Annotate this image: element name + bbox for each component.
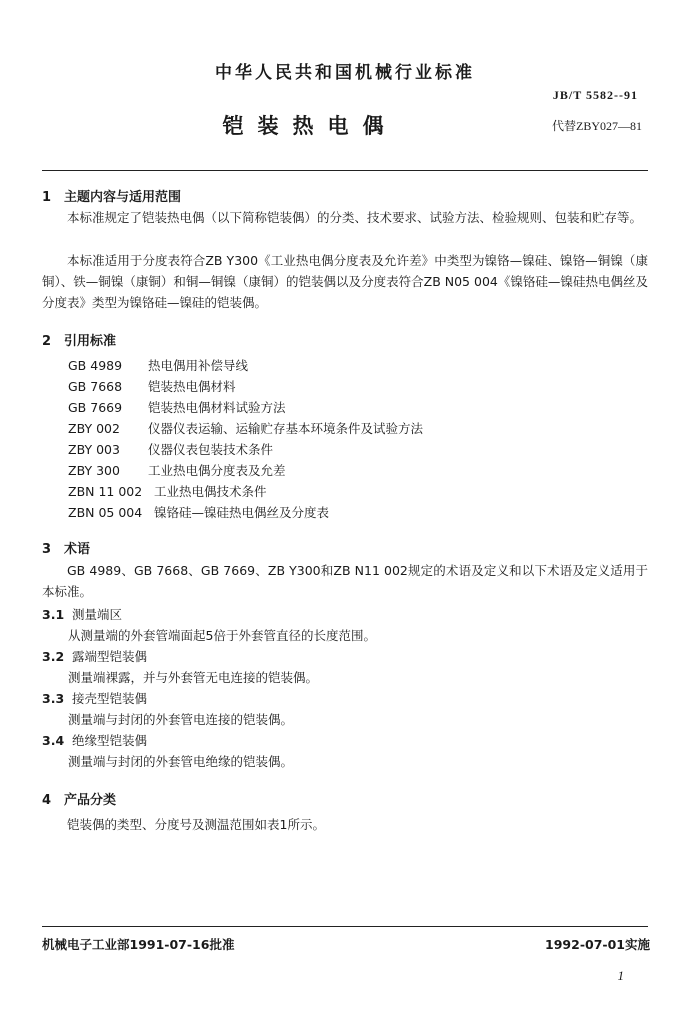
section-3-heading: [42, 538, 90, 557]
reference-row: [68, 419, 423, 439]
reference-row: [68, 377, 236, 397]
term-heading: [42, 689, 147, 707]
section-number: 2: [42, 334, 52, 349]
page-number: 1: [617, 968, 624, 983]
reference-row: [68, 461, 286, 481]
term-heading: [42, 605, 122, 623]
section-title: 产品分类: [64, 793, 117, 808]
section-title: 引用标准: [64, 334, 117, 349]
reference-code: GB 7669: [68, 400, 123, 415]
approval-info: 机械电子工业部1991-07-16批准: [42, 937, 235, 952]
header-divider: [42, 170, 648, 171]
term-name: 绝缘型铠装偶: [72, 733, 148, 748]
reference-name: 铠装热电偶材料试验方法: [148, 400, 286, 415]
section-4-heading: [42, 789, 116, 808]
term-heading: [42, 647, 147, 665]
reference-name: 热电偶用补偿导线: [148, 358, 249, 373]
term-heading: [42, 731, 147, 749]
term-definition: 从测量端的外套管端面起5倍于外套管直径的长度范围。: [68, 628, 376, 643]
standard-number: JB/T 5582--91: [552, 88, 638, 102]
section-2-heading: [42, 330, 116, 349]
term-number: 3.2: [42, 649, 65, 664]
footer-divider: [42, 926, 648, 927]
org-title: 中华人民共和国机械行业标准: [215, 63, 475, 83]
section-1-paragraph-2: 本标准适用于分度表符合ZB Y300《工业热电偶分度表及允许差》中类型为镍铬—镍硅、镍铬—铜镍（康铜）、铁—铜镍（康铜）和铜—铜镍（康铜）的铠装偶以及分度表符合ZB N05 004《镍铬硅—镍硅热电偶丝及分度表》类型为镍铬硅—镍硅的铠装偶。: [42, 253, 648, 310]
reference-row: [68, 440, 273, 460]
reference-code: GB 7668: [68, 379, 123, 394]
term-number: 3.1: [42, 607, 65, 622]
section-1-paragraph-1: 本标准规定了铠装热电偶（以下简称铠装偶）的分类、技术要求、试验方法、检验规则、包装和贮存等。: [67, 210, 643, 225]
reference-name: 工业热电偶分度表及允差: [148, 463, 286, 478]
reference-name: 仪器仪表包装技术条件: [148, 442, 274, 457]
reference-code: ZBY 300: [68, 463, 120, 478]
effective-date: 1992-07-01实施: [545, 937, 650, 952]
term-number: 3.4: [42, 733, 65, 748]
term-definition: 测量端裸露，并与外套管无电连接的铠装偶。: [68, 670, 319, 685]
section-4-paragraph: 铠装偶的类型、分度号及测温范围如表1所示。: [67, 817, 325, 832]
section-number: 1: [42, 190, 52, 205]
term-name: 测量端区: [72, 607, 123, 622]
section-number: 4: [42, 793, 52, 808]
reference-code: GB 4989: [68, 358, 123, 373]
reference-name: 镍铬硅—镍硅热电偶丝及分度表: [154, 505, 330, 520]
reference-row: [68, 482, 267, 502]
reference-name: 工业热电偶技术条件: [154, 484, 267, 499]
reference-code: ZBN 11 002: [68, 484, 143, 499]
reference-row: [68, 398, 286, 418]
section-1-heading: [42, 186, 181, 205]
replaces-standard: 代替ZBY027—81: [551, 119, 642, 133]
term-name: 露端型铠装偶: [72, 649, 148, 664]
reference-code: ZBY 002: [68, 421, 120, 436]
reference-row: [68, 503, 329, 523]
section-title: 术语: [64, 542, 91, 557]
term-number: 3.3: [42, 691, 65, 706]
document-title: 铠装热电偶: [222, 114, 398, 138]
reference-code: ZBN 05 004: [68, 505, 143, 520]
reference-row: [68, 356, 248, 376]
section-number: 3: [42, 542, 52, 557]
term-definition: 测量端与封闭的外套管电连接的铠装偶。: [68, 712, 294, 727]
reference-name: 铠装热电偶材料: [148, 379, 236, 394]
term-definition: 测量端与封闭的外套管电绝缘的铠装偶。: [68, 754, 294, 769]
section-3-intro: GB 4989、GB 7668、GB 7669、ZB Y300和ZB N11 002规定的术语及定义和以下术语及定义适用于本标准。: [42, 563, 648, 599]
section-title: 主题内容与适用范围: [64, 190, 182, 205]
reference-name: 仪器仪表运输、运输贮存基本环境条件及试验方法: [148, 421, 424, 436]
reference-code: ZBY 003: [68, 442, 120, 457]
term-name: 接壳型铠装偶: [72, 691, 148, 706]
